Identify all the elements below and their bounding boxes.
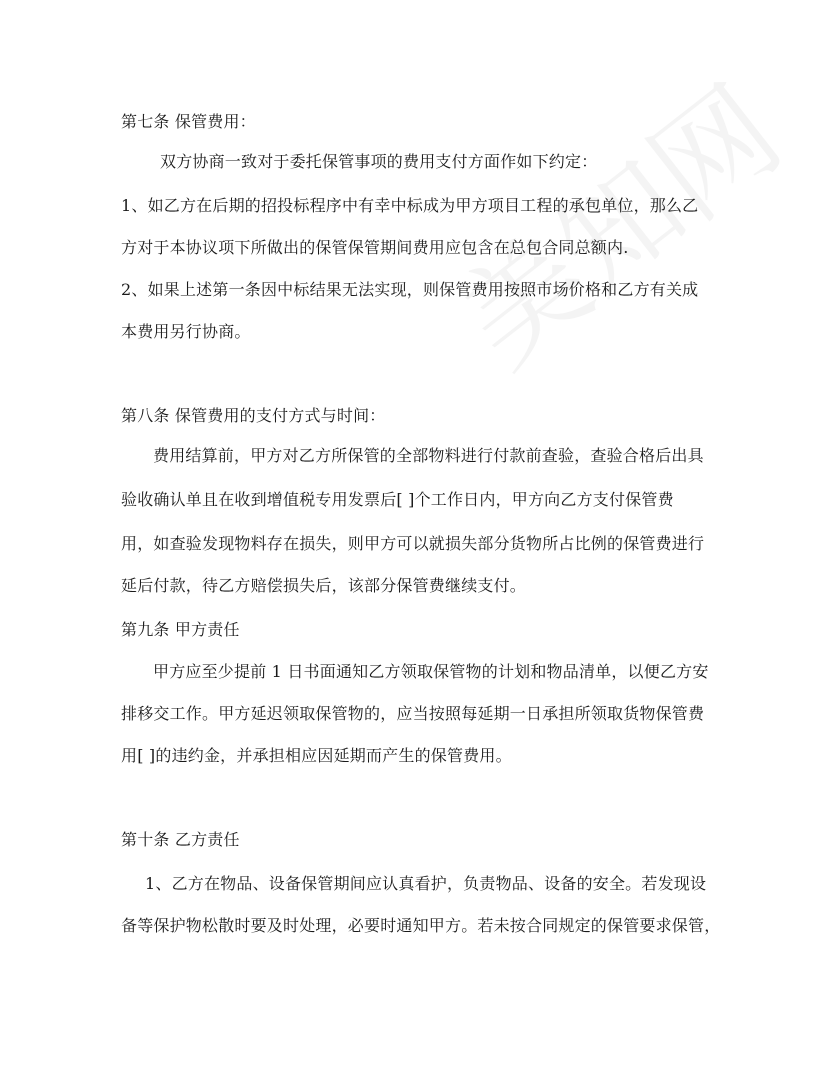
paragraph-line: 2、如果上述第一条因中标结果无法实现，则保管费用按照市场价格和乙方有关成 [121,280,699,299]
paragraph-line: 甲方应至少提前 1 日书面通知乙方领取保管物的计划和物品清单，以便乙方安 [153,662,709,681]
paragraph-line: 费用结算前，甲方对乙方所保管的全部物料进行付款前查验，查验合格后出具 [153,446,704,465]
paragraph-line: 方对于本协议项下所做出的保管保管期间费用应包含在总包合同总额内. [121,238,629,257]
paragraph-line: 用[ ]的违约金，并承担相应因延期而产生的保管费用。 [121,746,512,765]
paragraph-line: 双方协商一致对于委托保管事项的费用支付方面作如下约定： [160,152,598,171]
paragraph-line: 1、乙方在物品、设备保管期间应认真看护，负责物品、设备的安全。若发现设 [145,874,707,893]
paragraph-line: 1、如乙方在后期的招投标程序中有幸中标成为甲方项目工程的承包单位，那么乙 [121,196,699,215]
article-7-heading: 第七条 保管费用： [121,112,256,131]
paragraph-line: 延后付款，待乙方赔偿损失后，该部分保管费继续支付。 [121,576,527,595]
paragraph-line: 用，如查验发现物料存在损失，则甲方可以就损失部分货物所占比例的保管费进行 [121,534,705,553]
paragraph-line: 验收确认单且在收到增值税专用发票后[ ]个工作日内，甲方向乙方支付保管费 [121,490,674,509]
paragraph-line: 本费用另行协商。 [121,322,251,341]
paragraph-line: 排移交工作。甲方延迟领取保管物的，应当按照每延期一日承担所领取货物保管费 [121,704,705,723]
paragraph-line: 备等保护物松散时要及时处理，必要时通知甲方。若未按合同规定的保管要求保管， [121,916,721,935]
article-9-heading: 第九条 甲方责任 [121,620,240,639]
article-8-heading: 第八条 保管费用的支付方式与时间： [121,406,386,425]
article-10-heading: 第十条 乙方责任 [121,830,240,849]
watermark [420,40,810,397]
